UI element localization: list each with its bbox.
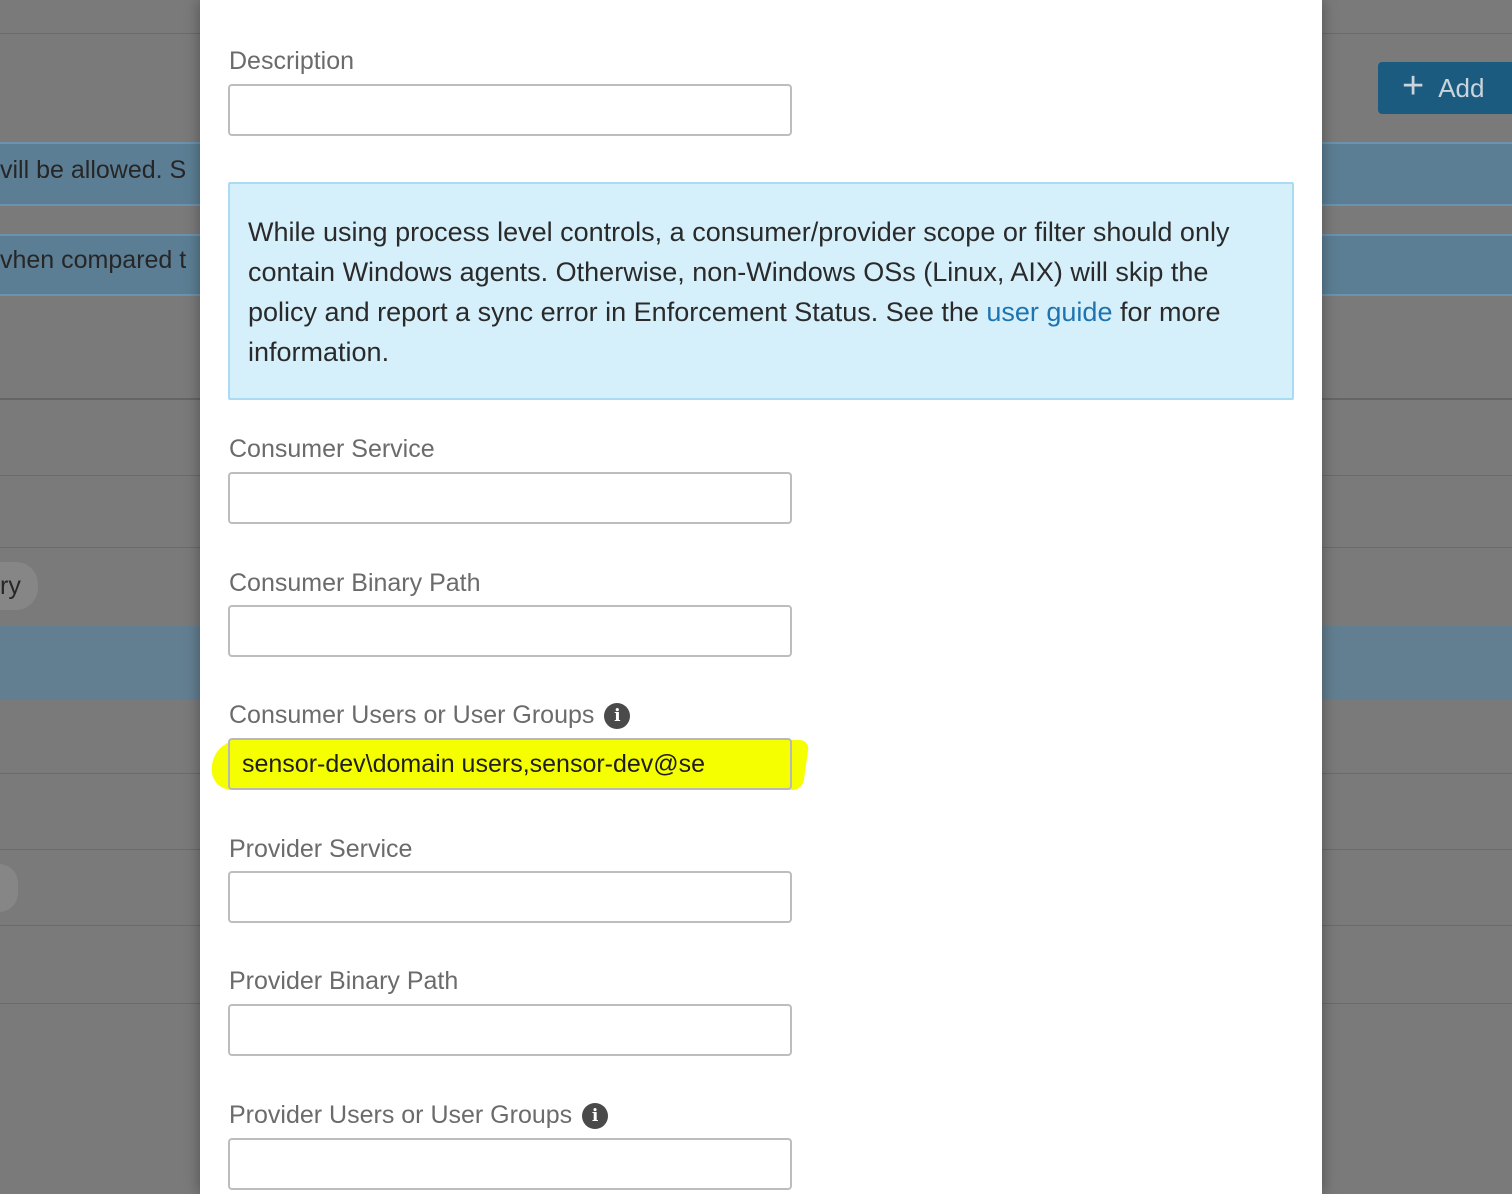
plus-icon: + — [1402, 65, 1425, 107]
provider-binary-path-input[interactable] — [228, 1004, 792, 1056]
consumer-users-input[interactable] — [228, 738, 792, 790]
provider-users-label — [229, 1101, 608, 1130]
provider-users-label-text: Provider Users or User Groups — [229, 1101, 573, 1129]
bg-row-text: ry — [0, 572, 21, 600]
policy-modal — [200, 0, 1322, 1194]
consumer-service-label-text: Consumer Service — [229, 435, 435, 463]
consumer-users-label — [229, 701, 630, 730]
process-level-notice — [228, 182, 1294, 400]
consumer-binary-path-input[interactable] — [228, 605, 792, 657]
consumer-service-label — [229, 435, 435, 464]
provider-service-label-text: Provider Service — [229, 835, 413, 863]
provider-binary-path-label — [229, 967, 458, 996]
description-input[interactable] — [228, 84, 792, 136]
add-button-label: Add — [1438, 72, 1485, 103]
provider-service-input[interactable] — [228, 871, 792, 923]
description-label — [229, 47, 354, 76]
consumer-binary-path-label-text: Consumer Binary Path — [229, 569, 481, 597]
bg-row-text: vhen compared t — [0, 246, 187, 274]
add-button[interactable] — [1378, 62, 1512, 114]
info-icon[interactable]: i — [604, 703, 630, 729]
provider-users-input[interactable] — [228, 1138, 792, 1190]
provider-service-label — [229, 835, 412, 864]
notice-text-after: for more information. — [248, 297, 1221, 367]
info-icon[interactable]: i — [582, 1103, 608, 1129]
consumer-binary-path-label — [229, 569, 481, 598]
notice-text-before: While using process level controls, a consumer/provider scope or filter should only contain Windows agents. Otherwise, non-Windows OSs (Linux, AIX) will skip the policy and report a sync error in Enforcement Status. See the — [248, 217, 1230, 327]
consumer-users-label-text: Consumer Users or User Groups — [229, 701, 595, 729]
user-guide-link[interactable]: user guide — [986, 297, 1113, 327]
consumer-service-input[interactable] — [228, 472, 792, 524]
description-label-text: Description — [229, 47, 355, 75]
bg-row-text: vill be allowed. S — [0, 156, 187, 184]
provider-binary-path-label-text: Provider Binary Path — [229, 967, 459, 995]
